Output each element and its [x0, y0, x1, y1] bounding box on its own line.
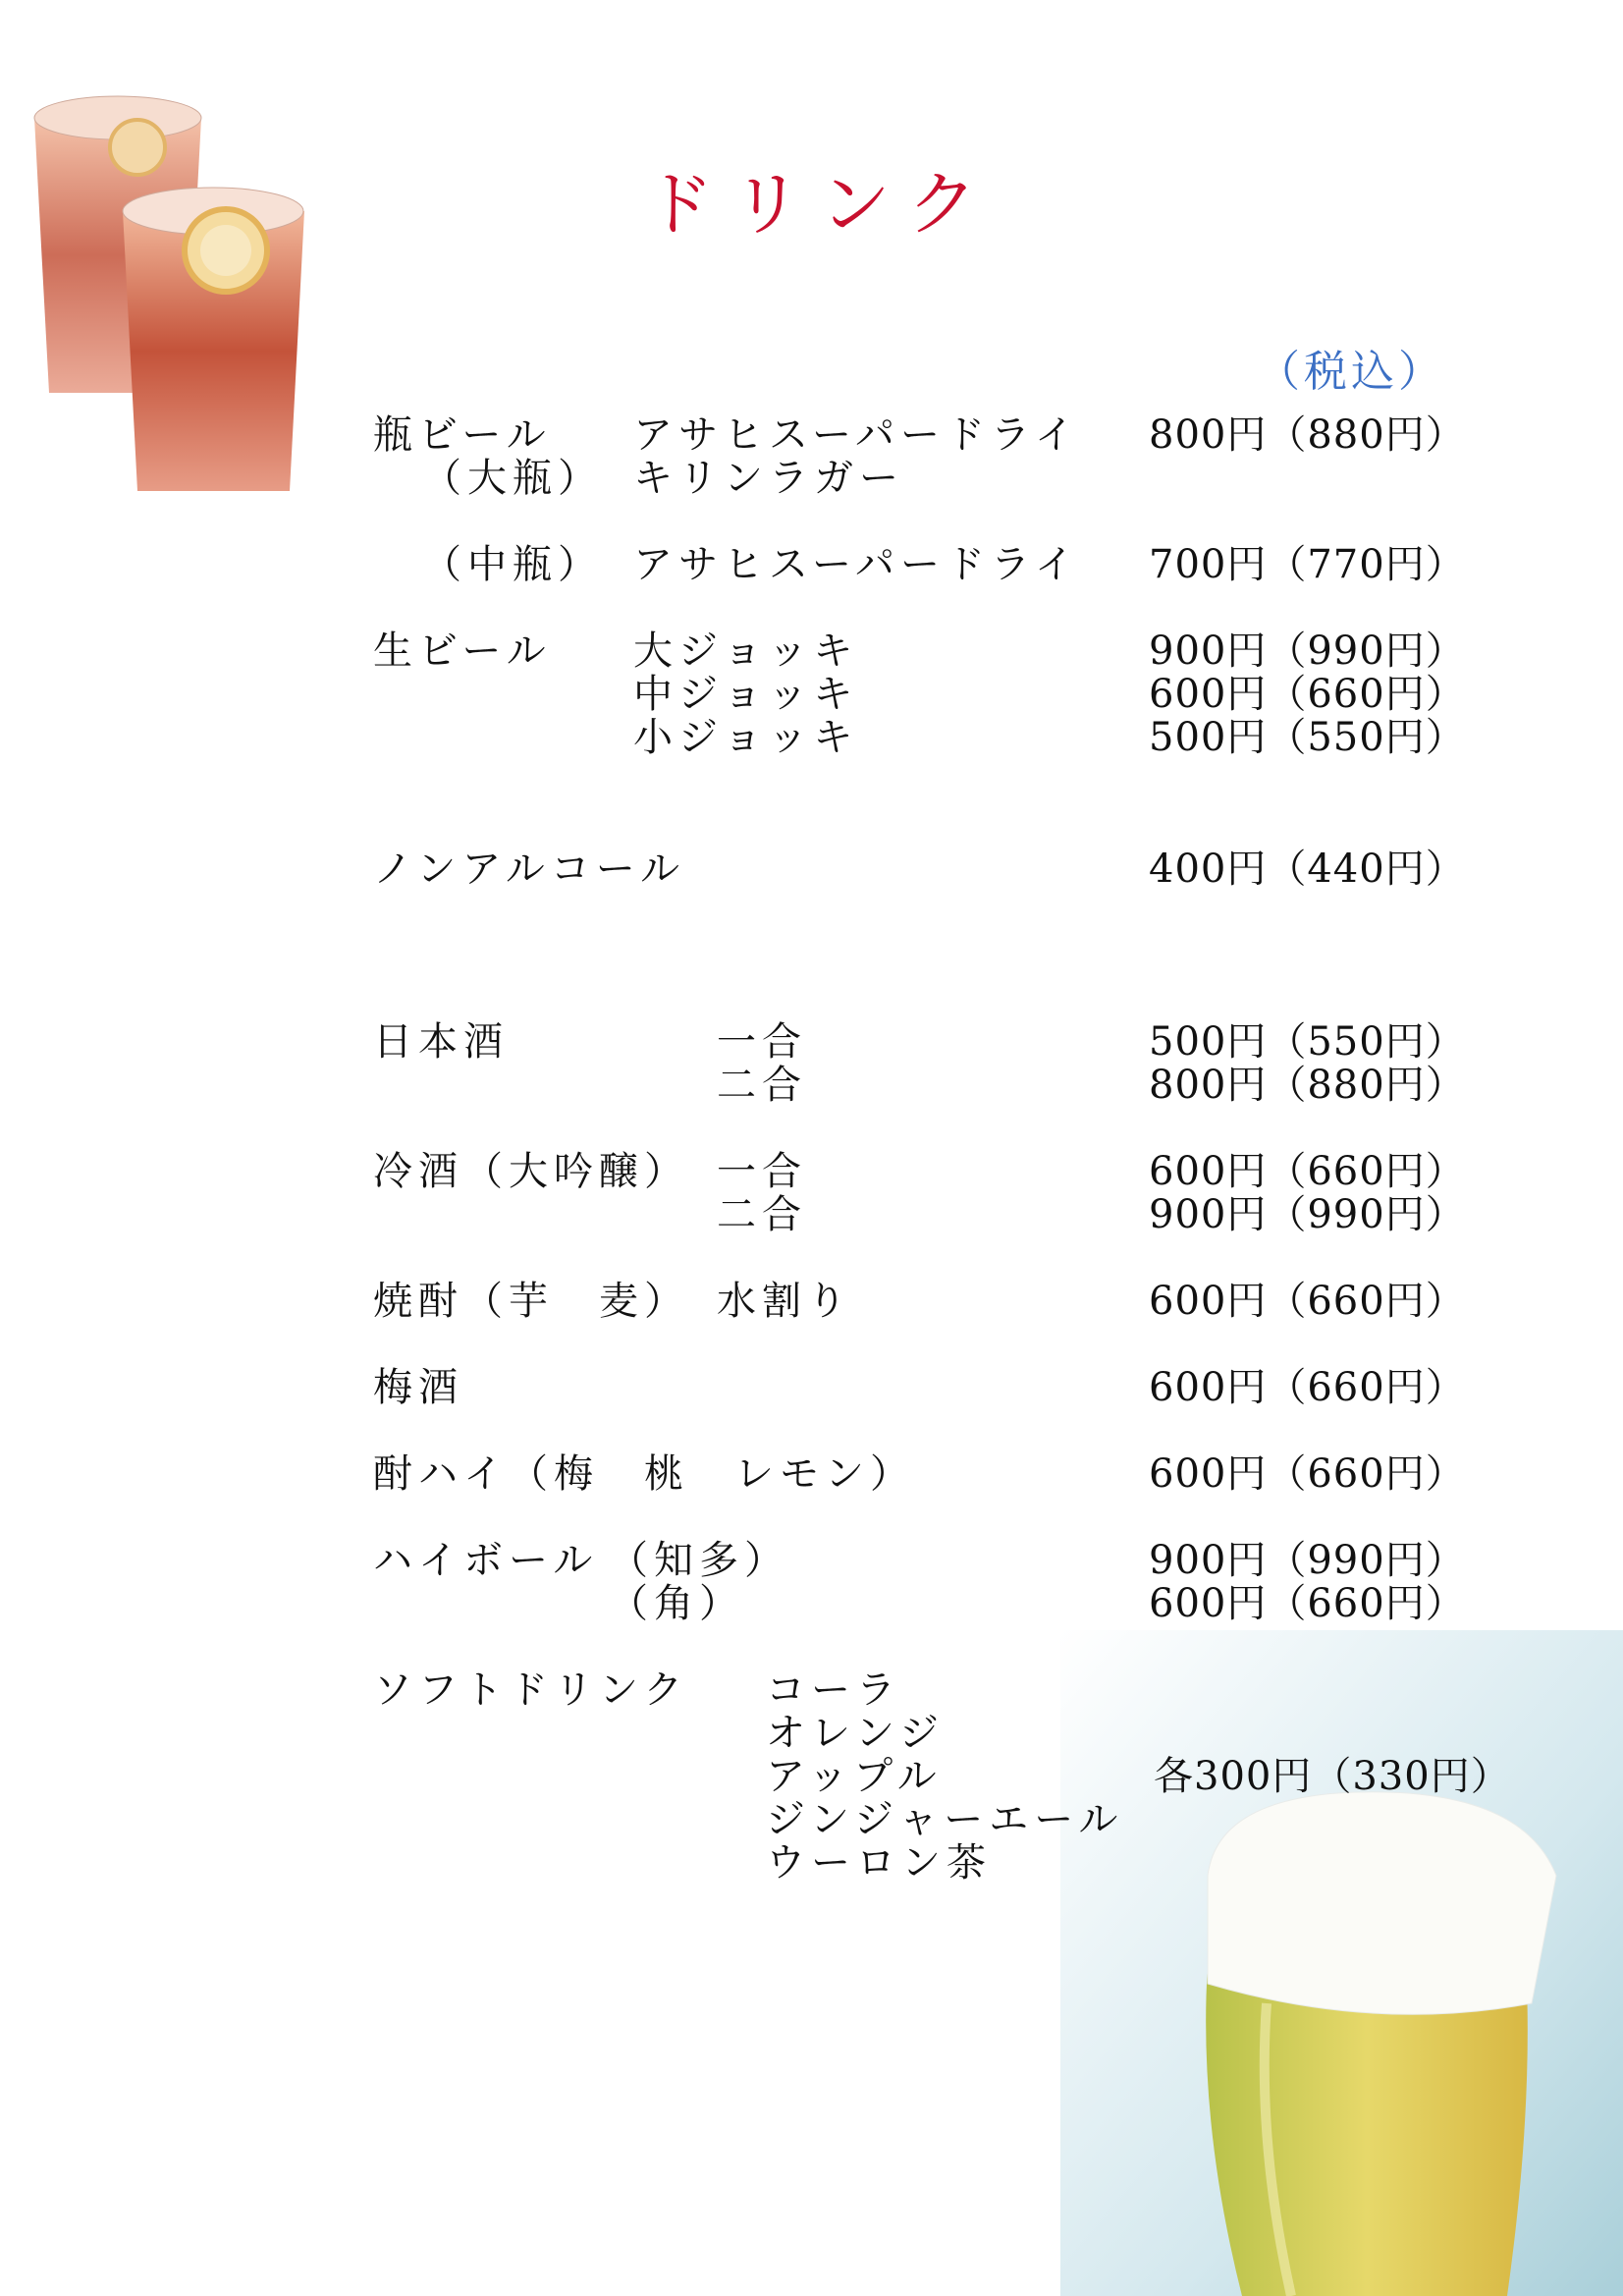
cold-sake-label: 冷酒（大吟醸） — [373, 1149, 689, 1194]
draft-beer-price: 600円（660円） — [1149, 672, 1466, 717]
soft-drink-item: ウーロン茶 — [766, 1840, 992, 1886]
sake-size: 一合 — [717, 1019, 807, 1065]
non-alcohol-label: ノンアルコール — [373, 847, 685, 892]
bottle-beer-brand: アサヒスーパードライ — [633, 412, 1080, 458]
bottle-beer-brand: キリンラガー — [633, 456, 904, 501]
soft-drink-item: ジンジャーエール — [766, 1797, 1124, 1842]
soft-drink-item: オレンジ — [766, 1711, 945, 1756]
bottle-beer-medium-price: 700円（770円） — [1149, 542, 1466, 587]
highball-price: 600円（660円） — [1149, 1581, 1466, 1626]
draft-beer-price: 900円（990円） — [1149, 629, 1466, 674]
soft-drink-item: アップル — [766, 1754, 943, 1799]
menu-title: ドリンク — [643, 163, 996, 246]
soft-drinks-label: ソフトドリンク — [373, 1667, 689, 1713]
sake-label: 日本酒 — [373, 1019, 509, 1065]
highball-label: ハイボール — [373, 1538, 599, 1583]
shochu-style: 水割り — [717, 1279, 852, 1324]
shochu-price: 600円（660円） — [1149, 1279, 1466, 1324]
non-alcohol-price: 400円（440円） — [1149, 847, 1466, 892]
draft-beer-label: 生ビール — [373, 629, 552, 674]
bottle-beer-medium-size: （中瓶） — [422, 542, 603, 587]
chuhai-price: 600円（660円） — [1149, 1451, 1466, 1497]
draft-beer-size: 小ジョッキ — [633, 715, 859, 760]
cold-sake-price: 600円（660円） — [1149, 1149, 1466, 1194]
bottle-beer-large-size: （大瓶） — [422, 456, 603, 501]
soft-drink-item: コーラ — [766, 1667, 901, 1713]
tax-included-note: （税込） — [1257, 347, 1445, 397]
umeshu-label: 梅酒 — [373, 1365, 463, 1410]
highball-variant: （知多） — [609, 1538, 789, 1583]
sake-price: 800円（880円） — [1149, 1063, 1466, 1108]
chuhai-label: 酎ハイ（梅 桃 レモン） — [373, 1451, 915, 1497]
beer-glass-photo — [1060, 1630, 1623, 2296]
soft-drinks-price: 各300円（330円） — [1154, 1754, 1511, 1799]
cold-sake-price: 900円（990円） — [1149, 1192, 1466, 1237]
draft-beer-size: 中ジョッキ — [633, 672, 859, 717]
draft-beer-size: 大ジョッキ — [633, 629, 859, 674]
shochu-label: 焼酎（芋 麦） — [373, 1279, 689, 1324]
bottle-beer-label: 瓶ビール — [373, 412, 552, 458]
bottle-beer-large-price: 800円（880円） — [1149, 412, 1466, 458]
cold-sake-size: 二合 — [717, 1192, 807, 1237]
draft-beer-price: 500円（550円） — [1149, 715, 1466, 760]
highball-variant: （角） — [609, 1581, 744, 1626]
cold-sake-size: 一合 — [717, 1149, 807, 1194]
sake-size: 二合 — [717, 1063, 807, 1108]
highball-price: 900円（990円） — [1149, 1538, 1466, 1583]
bottle-beer-brand: アサヒスーパードライ — [633, 542, 1080, 587]
sake-price: 500円（550円） — [1149, 1019, 1466, 1065]
umeshu-price: 600円（660円） — [1149, 1365, 1466, 1410]
iced-tea-photo — [20, 79, 314, 491]
